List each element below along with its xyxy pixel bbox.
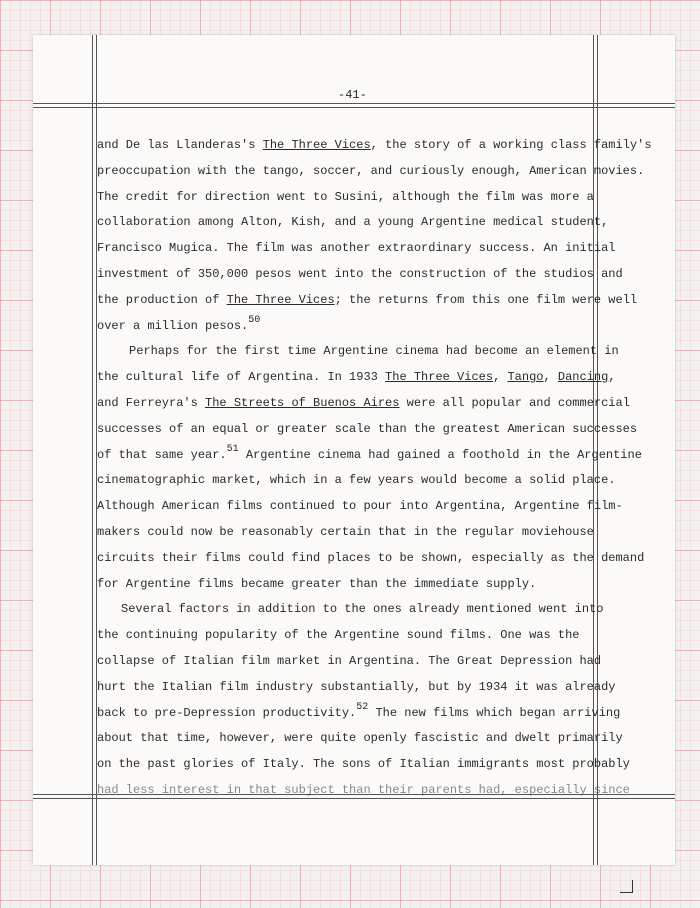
text-line: [97, 417, 638, 443]
text-span: and Ferreyra's: [97, 395, 206, 410]
film-title: The Three Vices: [262, 138, 371, 152]
text-span: preoccupation with the tango, soccer, and curiously enough, American movies.: [97, 163, 645, 178]
text-line: [97, 623, 597, 649]
text-span: The new films which began arriving: [368, 705, 621, 720]
top-rule: [33, 103, 675, 104]
film-title: The Three Vices: [226, 292, 335, 307]
text-span: on the past glories of Italy. The sons of Italian immigrants most probably: [97, 757, 630, 772]
text-line: [97, 159, 645, 185]
text-line: [97, 185, 597, 211]
text-line: [97, 468, 616, 494]
text-span: The credit for direction went to Susini, although the film was more a: [97, 189, 594, 204]
text-span: for Argentine films became greater than the immediate supply.: [97, 576, 537, 591]
footnote-marker: 52: [356, 701, 369, 713]
text-span: about that time, however, were quite openly fascistic and dwelt primarily: [97, 731, 623, 746]
text-span: successes of an equal or greater scale than the greatest American successes: [97, 421, 638, 436]
text-span: hurt the Italian film industry substantially, but by 1934 it was already: [97, 679, 616, 694]
left-margin-line: [92, 35, 93, 865]
text-line: [97, 572, 597, 598]
text-line: [97, 210, 609, 236]
text-span: ; the returns from this one film were well: [334, 292, 638, 307]
text-line: [97, 520, 597, 546]
body-text: [97, 133, 652, 804]
text-span: Several factors in addition to the ones already mentioned went into: [121, 602, 604, 617]
text-line: [97, 314, 597, 340]
film-title: Tango: [507, 370, 544, 385]
text-span: , the story of a working class family's: [370, 138, 652, 152]
text-line: [97, 778, 630, 804]
text-span: and De las Llanderas's: [97, 138, 263, 152]
footnote-marker: 50: [248, 314, 261, 326]
text-line: [97, 597, 604, 623]
text-span: the production of: [97, 292, 227, 307]
text-span: the continuing popularity of the Argentine sound films. One was the: [97, 628, 580, 643]
text-line: [97, 752, 630, 778]
text-span: Argentine cinema had gained a foothold in the Argentine: [238, 447, 642, 462]
text-span: over a million pesos.: [97, 318, 249, 333]
text-span: investment of 350,000 pesos went into the construction of the studios and: [97, 266, 623, 281]
text-span: collapse of Italian film market in Argentina. The Great Depression had: [97, 653, 602, 668]
text-span: ,: [543, 370, 558, 385]
text-span: circuits their films could find places to be shown, especially as the demand: [97, 550, 645, 565]
text-span: makers could now be reasonably certain that in the regular moviehouse: [97, 524, 594, 539]
text-line: [97, 262, 623, 288]
text-line: [97, 443, 642, 469]
text-span: ,: [493, 370, 508, 385]
text-line: [97, 726, 623, 752]
text-span: were all popular and commercial: [399, 395, 630, 410]
text-span: Francisco Mugica. The film was another extraordinary success. An initial: [97, 241, 616, 256]
text-span: ,: [608, 370, 616, 385]
film-title: The Three Vices: [385, 370, 494, 385]
text-line: [97, 494, 623, 520]
text-line: [97, 236, 616, 262]
text-line: [97, 339, 619, 365]
text-line: [97, 649, 602, 675]
text-span: collaboration among Alton, Kish, and a young Argentine medical student,: [97, 215, 609, 230]
text-line: [97, 546, 645, 572]
film-title: The Streets of Buenos Aires: [205, 395, 400, 410]
text-span: Although American films continued to pour into Argentina, Argentine film-: [97, 499, 623, 514]
text-line: [97, 675, 616, 701]
text-span: Perhaps for the first time Argentine cinema had become an element in: [129, 344, 619, 359]
text-span: the cultural life of Argentina. In 1933: [97, 370, 386, 385]
text-line: [97, 133, 652, 159]
paper-sheet: [33, 35, 675, 865]
text-line: [97, 288, 638, 314]
crop-mark: [620, 880, 633, 893]
text-span: of that same year.: [97, 447, 227, 462]
footnote-marker: 51: [226, 443, 239, 455]
text-span: back to pre-Depression productivity.: [97, 705, 357, 720]
text-line: [97, 391, 630, 417]
text-span: cinematographic market, which in a few years would become a solid place.: [97, 473, 616, 488]
film-title: Dancing: [557, 370, 609, 385]
top-rule-inner: [33, 107, 675, 108]
text-span: had less interest in that subject than their parents had, especially since: [97, 782, 630, 797]
text-line: [97, 701, 621, 727]
page-number: -41-: [338, 88, 367, 102]
text-line: [97, 365, 616, 391]
